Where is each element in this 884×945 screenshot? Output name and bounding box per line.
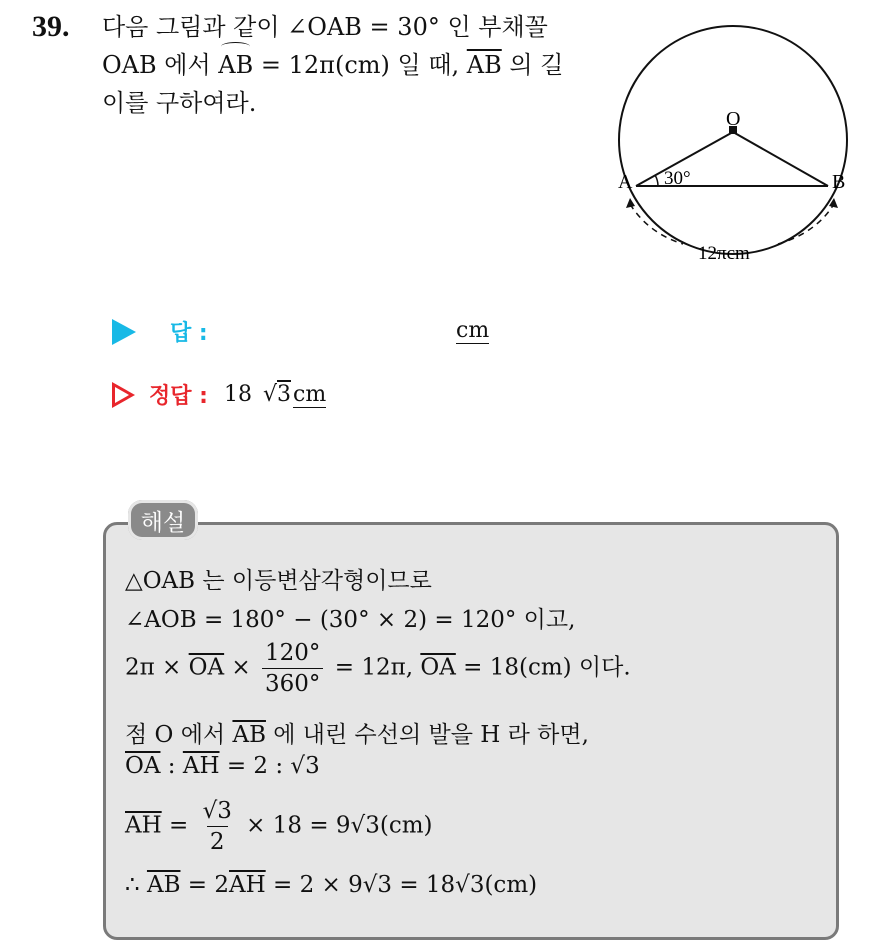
fraction-sqrt3-2 xyxy=(200,798,235,855)
solution-tab: 해설 xyxy=(128,500,198,540)
question-line-2-pre: OAB 에서 xyxy=(102,51,211,79)
answer-row xyxy=(112,316,208,347)
segment-oa-3: $\overline{OA}$ xyxy=(125,753,161,779)
segment-oa-2: $\overline{OA}$ xyxy=(420,654,456,681)
solution-line-6 xyxy=(125,798,433,855)
solution-line-5-colon: : xyxy=(160,753,183,779)
segment-ah-2: $\overline{AH}$ xyxy=(125,812,162,839)
question-line-2-post: 의 길 xyxy=(509,51,564,79)
segment-ab-2: $\overline{AB}$ xyxy=(146,872,181,898)
arc-ab-symbol: AB xyxy=(218,46,253,84)
solution-line-7-post: = 2 × 9√3 = 18√3(cm) xyxy=(265,872,538,898)
solution-line-3-post: = 18(cm) 이다. xyxy=(455,654,631,681)
fraction-120-360 xyxy=(262,640,323,697)
solution-line-4-post: 에 내린 수선의 발을 H 라 하면, xyxy=(265,722,589,748)
question-text xyxy=(102,8,592,122)
key-value: 18 √3cm xyxy=(223,382,327,407)
solution-line-6-post: × 18 = 9√3(cm) xyxy=(238,812,433,839)
key-label: 정답 : xyxy=(149,384,208,409)
solution-line-3-eq: = 12π, xyxy=(327,654,421,681)
fraction-numerator-2: √3 xyxy=(202,798,232,824)
label-o: O xyxy=(726,108,741,130)
answer-arrow-icon xyxy=(112,319,136,345)
segment-oa: $\overline{OA}$ xyxy=(188,654,225,681)
solution-line-5-post: = 2 : √3 xyxy=(219,753,320,779)
question-line-3: 이를 구하여라. xyxy=(102,89,257,117)
solution-line-3-pre: 2π × xyxy=(125,654,189,681)
key-row xyxy=(112,379,326,410)
solution-line-7-pre: ∴ xyxy=(125,872,147,898)
segment-ah: $\overline{AH}$ xyxy=(182,753,220,779)
arc-length-label: 12πcm xyxy=(698,243,750,264)
solution-line-4-pre: 점 O 에서 xyxy=(125,722,233,748)
solution-line-6-eq: = xyxy=(161,812,196,839)
solution-line-3 xyxy=(125,640,631,697)
fraction-denominator-2: 2 xyxy=(207,826,228,855)
label-a: A xyxy=(618,171,633,193)
solution-line-7-mid: = 2 xyxy=(180,872,229,898)
solution-line-1: △OAB 는 이등변삼각형이므로 xyxy=(125,568,432,594)
answer-label: 답 : xyxy=(170,321,208,346)
label-b: B xyxy=(832,171,846,193)
solution-line-7 xyxy=(125,872,537,898)
solution-line-5 xyxy=(125,753,320,779)
fraction-numerator: 120° xyxy=(265,640,321,666)
segment-ah-3: $\overline{AH}$ xyxy=(229,872,266,898)
segment-ab: $\overline{AB}$ xyxy=(232,722,266,748)
segment-ab-symbol: $\overline{AB}$ xyxy=(466,51,502,79)
question-line-2 xyxy=(102,46,592,84)
key-arrow-icon xyxy=(112,382,135,408)
question-number: 39. xyxy=(32,10,70,43)
solution-line-2: ∠AOB = 180° − (30° × 2) = 120° 이고, xyxy=(125,607,576,633)
solution-line-3-times: × xyxy=(224,654,259,681)
fraction-denominator: 360° xyxy=(262,668,323,697)
sector-figure xyxy=(608,8,868,276)
answer-blank-unit[interactable]: cm xyxy=(456,318,490,343)
angle-label: 30° xyxy=(664,168,691,189)
solution-line-4 xyxy=(125,716,589,749)
key-value-radicand: 3 xyxy=(277,382,291,407)
key-value-unit: cm xyxy=(293,382,327,407)
question-line-2-mid: = 12π(cm) 일 때, xyxy=(260,51,460,79)
question-line-1: 다음 그림과 같이 ∠OAB = 30° 인 부채꼴 xyxy=(102,13,548,41)
key-value-prefix: 18 xyxy=(223,382,252,407)
